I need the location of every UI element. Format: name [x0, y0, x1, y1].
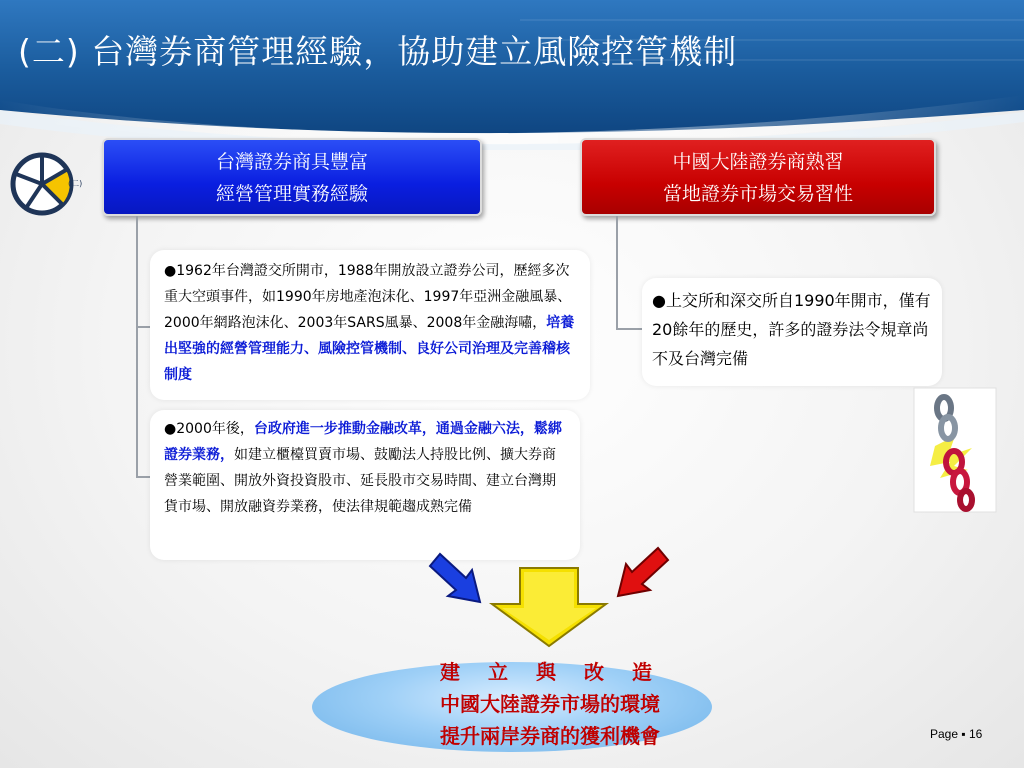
result-text	[390, 656, 710, 752]
red-arrow-icon	[618, 548, 668, 596]
svg-text:(二): (二)	[68, 179, 82, 188]
left-header-line2: 經營管理實務經驗	[215, 183, 368, 205]
slide-title: (二) 台灣券商管理經驗，協助建立風險控管機制	[18, 32, 738, 71]
left-header-box	[102, 138, 482, 216]
history-panel	[150, 250, 590, 400]
right-connector-line	[616, 216, 644, 330]
history-emphasis: 培養出堅強的經營管理能力、風險控管機制、良好公司治理及完善稽核制度	[164, 315, 575, 383]
blue-arrow-icon	[430, 554, 480, 602]
converging-arrows	[420, 538, 680, 648]
left-header-line1: 台灣證券商具豐富	[215, 151, 368, 173]
result-line3: 提升兩岸券商的獲利機會	[440, 724, 660, 748]
title-banner	[0, 0, 1024, 150]
right-header-line2: 當地證券市場交易習性	[662, 183, 853, 205]
reform-lead: ●2000年後，	[164, 421, 254, 437]
yellow-down-arrow-icon	[492, 568, 606, 646]
mainland-text: ●上交所和深交所自1990年開市，僅有20餘年的歷史，許多的證券法令規章尚不及台灣完備	[652, 291, 931, 368]
reform-emphasis: 台政府進一步推動金融改革，通過金融六法，鬆綁證券業務，	[164, 421, 562, 463]
history-text: ●1962年台灣證交所開市，1988年開放設立證券公司，歷經多次重大空頭事件，如1990年房地產泡沫化、1997年亞洲金融風暴、2000年網路泡沫化、2003年SARS風暴、2008年金融海嘯，	[164, 263, 572, 331]
page-number: Page ▪ 16	[930, 727, 983, 741]
right-header-box	[580, 138, 936, 216]
mainland-panel	[642, 278, 942, 386]
right-header-line1: 中國大陸證券商熟習	[672, 151, 844, 173]
result-line2: 中國大陸證券市場的環境	[440, 692, 660, 716]
broken-chain-icon	[910, 386, 1000, 516]
result-line1: 建立與改造	[440, 660, 680, 684]
wheel-logo-icon	[6, 148, 82, 218]
reform-text: 如建立櫃檯買賣市場、鼓勵法人持股比例、擴大券商營業範圍、開放外資投資股市、延長股市交易時間、建立台灣期貨市場、開放融資券業務，使法律規範趨成熟完備	[164, 447, 556, 515]
